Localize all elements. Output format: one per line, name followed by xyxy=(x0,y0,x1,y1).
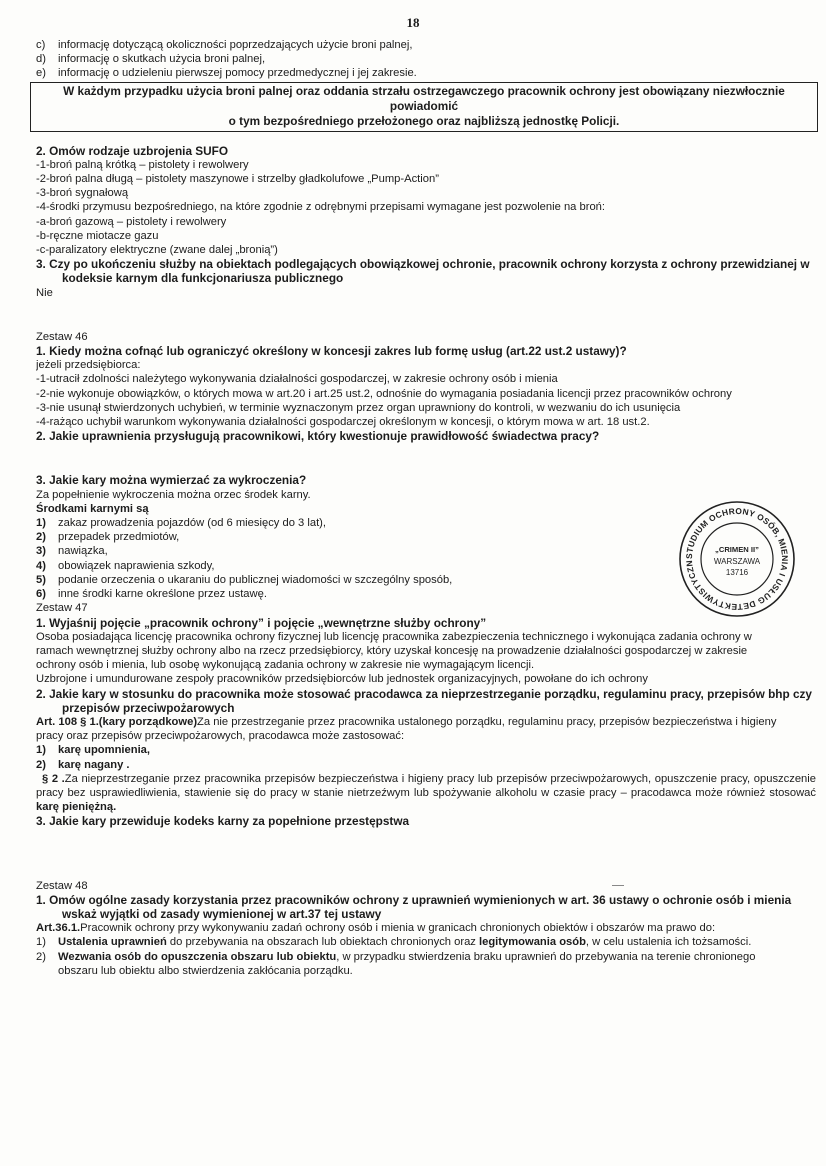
question-heading-cont: przepisów przeciwpożarowych xyxy=(62,700,235,715)
list-item: 6) inne środki karne określone przez ustawę. xyxy=(36,588,267,601)
stray-mark xyxy=(612,885,624,886)
question-heading: 3. Jakie kary można wymierzać za wykroczenia? xyxy=(36,473,307,488)
answer-line: Nie xyxy=(36,286,53,299)
question-heading: 2. Omów rodzaje uzbrojenia SUFO xyxy=(36,143,229,158)
list-item: 1) zakaz prowadzenia pojazdów (od 6 miesięcy do 3 lat), xyxy=(36,517,327,530)
answer-line: -2-broń palna długą – pistolety maszynowe i strzelby gładkolufowe „Pump-Action” xyxy=(36,173,439,186)
stamp-ring-text: STUDIUM OCHRONY OSÓB, MIENIA I USŁUG DETEKTYWISTYCZN xyxy=(683,505,791,613)
list-item-cont: obszaru lub obiektu albo stwierdzenia zakłócania porządku. xyxy=(58,964,353,977)
question-heading-cont: wskaż wyjątki od zasady wymienionej w art.37 tej ustawy xyxy=(62,906,382,921)
answer-line: Za popełnienie wykroczenia można orzec środek karny. xyxy=(36,488,311,501)
list-item: c) informację dotyczącą okoliczności poprzedzających użycie broni palnej, xyxy=(36,39,413,51)
answer-line: Art. 108 § 1.(kary porządkowe)Za nie przestrzeganie przez pracownika ustalonego porządku, regulaminu pracy, przepisów bezpieczeństwa i higieny xyxy=(36,715,777,728)
answer-line: ramach wewnętrznej służby ochrony albo na rzecz przedsiębiorcy, który uzyskał koncesję na prowadzenie działalności gospodarczej w zakresie xyxy=(36,644,748,657)
question-heading: 1. Omów ogólne zasady korzystania przez pracowników ochrony z uprawnień wymienionych w art. 36 ustawy o ochronie osób i mienia xyxy=(36,892,792,907)
answer-line: pracy oraz przepisów przeciwpożarowych, pracodawca może zastosować: xyxy=(36,730,405,743)
answer-line: -b-ręczne miotacze gazu xyxy=(36,229,159,242)
question-heading: 3. Czy po ukończeniu służby na obiektach podlegających obowiązkowej ochronie, pracownik ochrony korzysta z ochrony przewidzianej w xyxy=(36,257,810,272)
list-item: e) informację o udzieleniu pierwszej pomocy przedmedycznej i jej zakresie. xyxy=(36,67,417,80)
list-item: 5) podanie orzeczenia o ukaraniu do publicznej wiadomości w szczególny sposób, xyxy=(36,573,453,586)
answer-line: -1-utracił zdolności należytego wykonywania działalności gospodarczej, w zakresie ochrony osób i mienia xyxy=(36,373,558,386)
list-item: 1) karę upomnienia, xyxy=(36,744,151,757)
question-heading: 1. Wyjaśnij pojęcie „pracownik ochrony” i pojęcie „wewnętrzne służby ochrony” xyxy=(36,615,487,630)
answer-line: -2-nie wykonuje obowiązków, o których mowa w art.20 i art.25 ust.2, odnośnie do wymagania posiadania licencji przez pracowników ochrony xyxy=(36,387,732,400)
company-stamp xyxy=(678,500,796,618)
stamp-name: „CRIMEN II” xyxy=(715,545,759,554)
answer-line: -1-broń palną krótką – pistolety i rewolwery xyxy=(36,158,249,171)
set-title: Zestaw 48 xyxy=(36,879,88,892)
stamp-graphic xyxy=(678,500,796,618)
answer-line: Uzbrojone i umundurowane zespoły pracowników przedsiębiorców lub jednostek organizacyjnych, powołane do ich ochrony xyxy=(36,673,648,686)
answer-subheading: Środkami karnymi są xyxy=(36,502,149,515)
stamp-code: 13716 xyxy=(725,568,749,577)
list-item: 3) nawiązka, xyxy=(36,545,108,558)
answer-line: jeżeli przedsiębiorca: xyxy=(36,359,141,372)
question-heading: 2. Jakie kary w stosunku do pracownika może stosować pracodawca za nieprzestrzeganie porządku, regulaminu pracy, przepisów bhp czy xyxy=(36,686,812,701)
boxed-note: W każdym przypadku użycia broni palnej oraz oddania strzału ostrzegawczego pracownik ochrony jest obowiązany niezwłocznie powiadomić o tym bezpośredniego przełożonego oraz najbliższą jednostkę Policji. xyxy=(30,82,818,132)
question-heading: 3. Jakie kary przewiduje kodeks karny za popełnione przestępstwa xyxy=(36,814,410,829)
list-item: 2) karę nagany . xyxy=(36,758,130,771)
page-number: 18 xyxy=(406,15,420,30)
list-item: 2) Wezwania osób do opuszczenia obszaru lub obiektu, w przypadku stwierdzenia braku uprawnień do przebywania na terenie chronionego xyxy=(36,950,756,963)
question-heading: 1. Kiedy można cofnąć lub ograniczyć określony w koncesji zakres lub formę usług (art.22 ust.2 ustawy)? xyxy=(36,344,627,359)
answer-line: -4-środki przymusu bezpośredniego, na które zgodnie z odrębnymi przepisami wymagane jest pozwolenie na broń: xyxy=(36,201,605,214)
answer-paragraph: § 2 .Za nieprzestrzeganie przez pracownika przepisów bezpieczeństwa i higieny pracy lub przepisów przeciwpożarowych, opuszczenie pracy, opuszczenie pracy bez usprawiedliwienia, stawienie się do pracy w stanie nietrzeźwym lub spożywanie alkoholu w czasie pracy – pracodawca może również stosować karę pieniężną. xyxy=(36,772,816,814)
stamp-city: WARSZAWA xyxy=(713,557,761,566)
answer-line: -4-rażąco uchybił warunkom wykonywania działalności gospodarczej określonym w koncesji, o którym mowa w art. 18 ust.2. xyxy=(36,416,650,429)
question-heading-cont: kodeksie karnym dla funkcjonariusza publicznego xyxy=(62,271,344,286)
question-heading: 2. Jakie uprawnienia przysługują pracownikowi, który kwestionuje prawidłowość świadectwa pracy? xyxy=(36,429,600,444)
list-item: 1) Ustalenia uprawnień do przebywania na obszarach lub obiektach chronionych oraz legitymowania osób, w celu ustalenia ich tożsamości. xyxy=(36,936,752,949)
list-item: d) informację o skutkach użycia broni palnej, xyxy=(36,53,266,66)
list-item: 4) obowiązek naprawienia szkody, xyxy=(36,559,215,572)
set-title: Zestaw 46 xyxy=(36,330,88,343)
answer-line: ochrony osób i mienia, lub osobę wykonującą zadania ochrony w zakresie nie wymagającym licencji. xyxy=(36,659,535,672)
answer-line: Art.36.1.Pracownik ochrony przy wykonywaniu zadań ochrony osób i mienia w granicach chronionych obiektów i obszarów ma prawo do: xyxy=(36,922,716,935)
set-title: Zestaw 47 xyxy=(36,602,88,615)
answer-line: -3-broń sygnałową xyxy=(36,187,129,200)
list-item: 2) przepadek przedmiotów, xyxy=(36,531,180,544)
answer-line: -3-nie usunął stwierdzonych uchybień, w terminie wyznaczonym przez organ uprawniony do kontroli, w wezwaniu do ich usunięcia xyxy=(36,401,681,414)
answer-line: -a-broń gazową – pistolety i rewolwery xyxy=(36,215,227,228)
answer-line: Osoba posiadająca licencję pracownika ochrony fizycznej lub licencję pracownika zabezpieczenia technicznego i wykonująca zadania ochrony w xyxy=(36,630,752,643)
answer-line: -c-paralizatory elektryczne (zwane dalej „bronią”) xyxy=(36,244,278,257)
